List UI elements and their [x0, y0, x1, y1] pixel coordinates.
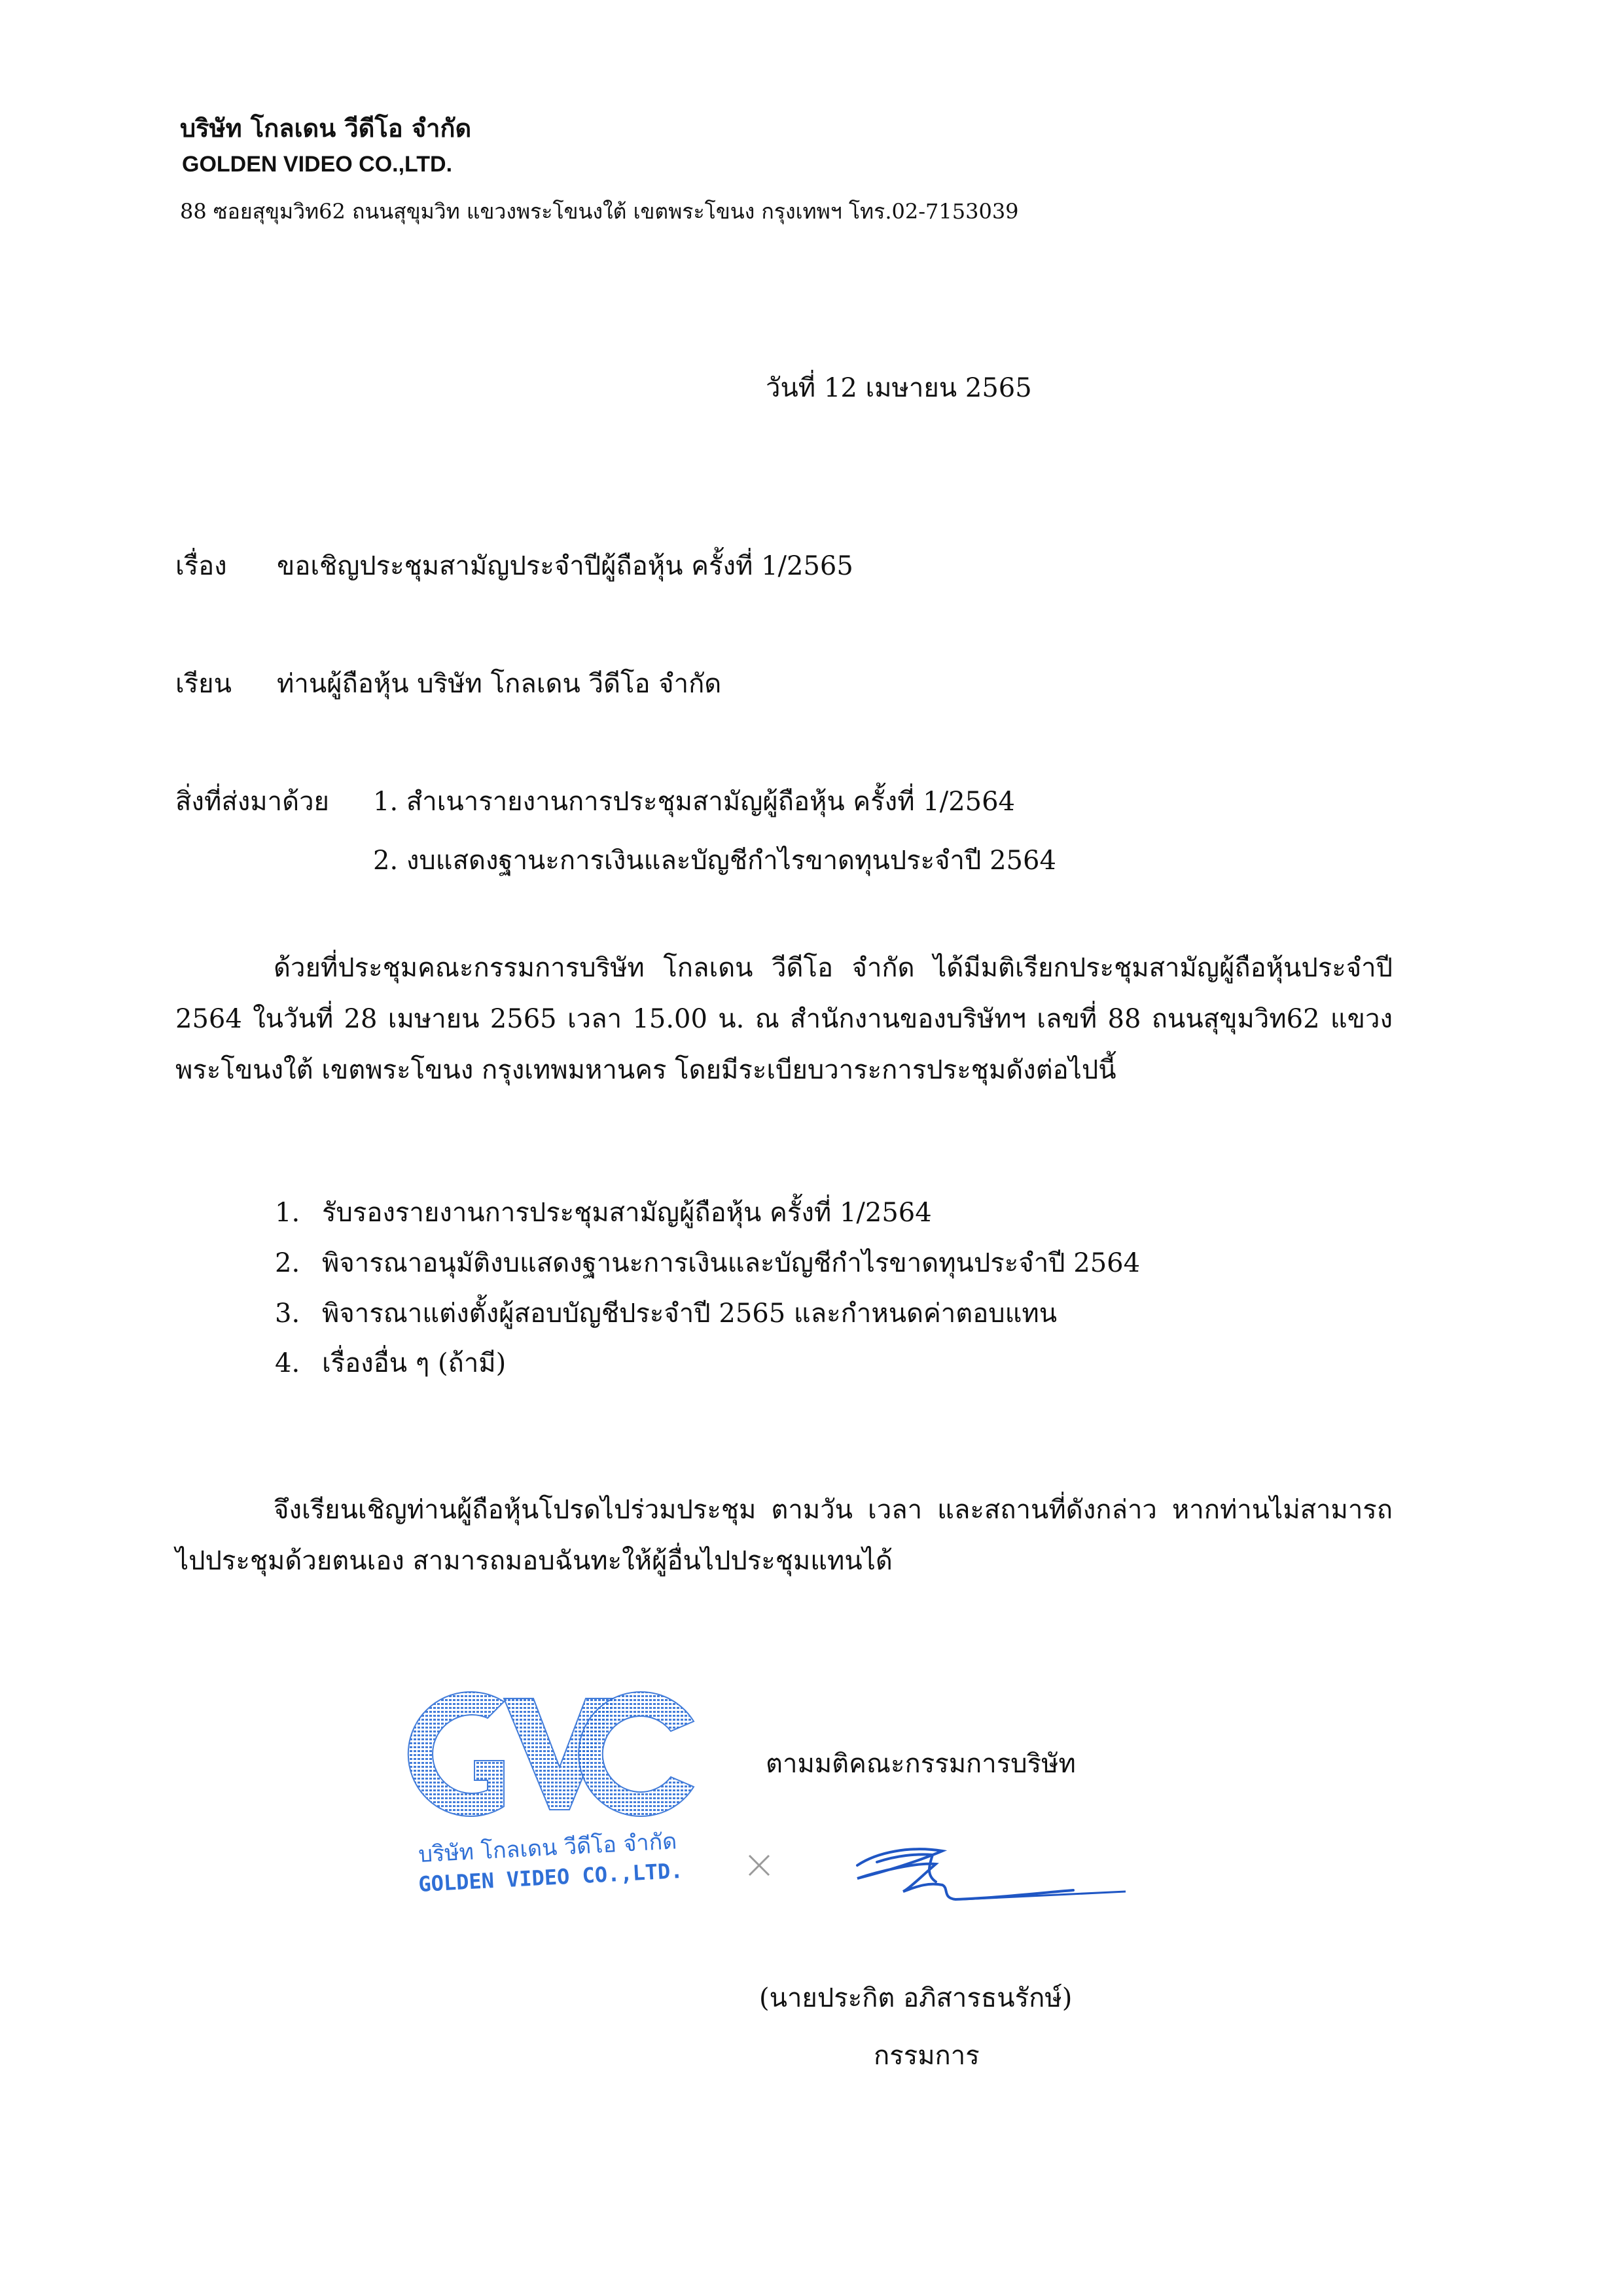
agenda-item-text: พิจารณาอนุมัติงบแสดงฐานะการเงินและบัญชีกำไรขาดทุนประจำปี 2564 [322, 1247, 1141, 1278]
letter-date: วันที่ 12 เมษายน 2565 [766, 373, 1032, 403]
company-name-english: GOLDEN VIDEO CO.,LTD. [182, 152, 453, 177]
recipient-line [175, 662, 721, 704]
enclosure-item: 2. งบแสดงฐานะการเงินและบัญชีกำไรขาดทุนประจำปี 2564 [373, 846, 1056, 876]
agenda-item [275, 1188, 1140, 1238]
subject-text: ขอเชิญประชุมสามัญประจำปีผู้ถือหุ้น ครั้งที่ 1/2565 [277, 551, 853, 581]
gvc-logo-stamp [406, 1656, 713, 1905]
company-address: 88 ซอยสุขุมวิท62 ถนนสุขุมวิท แขวงพระโขนงใต้ เขตพระโขนง กรุงเทพฯ โทร.02-7153039 [180, 199, 1019, 224]
body-paragraph-2-text: จึงเรียนเชิญท่านผู้ถือหุ้นโปรดไปร่วมประชุม ตามวัน เวลา และสถานที่ดังกล่าว หากท่านไม่สามารถไปประชุมด้วยตนเอง สามารถมอบฉันทะให้ผู้อื่นไปประชุมแทนได้ [175, 1495, 1393, 1576]
body-paragraph-2 [175, 1484, 1393, 1587]
agenda-item-number: 4. [275, 1348, 300, 1379]
agenda-item-number: 1. [275, 1198, 300, 1228]
agenda-item [275, 1338, 1140, 1389]
company-stamp [406, 1656, 713, 1905]
body-paragraph-1-text: ด้วยที่ประชุมคณะกรรมการบริษัท โกลเดน วีดีโอ จำกัด ได้มีมติเรียกประชุมสามัญผู้ถือหุ้นประจำปี 2564 ในวันที่ 28 เมษายน 2565 เวลา 15.00 น. ณ สำนักงานของบริษัทฯ เลขที่ 88 ถนนสุขุมวิท62 แขวงพระโขนงใต้ เขตพระโขนง กรุงเทพมหานคร โดยมีระเบียบวาระการประชุมดังต่อไปนี้ [175, 953, 1393, 1085]
agenda-item-text: พิจารณาแต่งตั้งผู้สอบบัญชีประจำปี 2565 และกำหนดค่าตอบแทน [322, 1298, 1058, 1329]
agenda-item [275, 1289, 1140, 1339]
agenda-item-number: 2. [275, 1247, 300, 1278]
agenda-item-number: 3. [275, 1298, 300, 1329]
body-paragraph-1 [175, 942, 1393, 1096]
handwritten-signature [746, 1826, 1152, 1918]
agenda-item-text: รับรองรายงานการประชุมสามัญผู้ถือหุ้น ครั้งที่ 1/2564 [322, 1198, 932, 1228]
subject-line [175, 545, 853, 586]
company-name-thai: บริษัท โกลเดน วีดีโอ จำกัด [180, 113, 472, 143]
agenda-item-text: เรื่องอื่น ๆ (ถ้ามี) [322, 1348, 507, 1379]
signatory-name: (นายประกิต อภิสารธนรักษ์) [759, 1983, 1073, 2013]
agenda-list [275, 1188, 1140, 1389]
signatory-title: กรรมการ [874, 2041, 980, 2071]
recipient-text: ท่านผู้ถือหุ้น บริษัท โกลเดน วีดีโอ จำกัด [277, 669, 722, 699]
agenda-item [275, 1238, 1140, 1289]
resolution-text: ตามมติคณะกรรมการบริษัท [766, 1749, 1076, 1779]
stamp-text-english: GOLDEN VIDEO CO.,LTD. [418, 1857, 684, 1897]
subject-label: เรื่อง [175, 551, 227, 581]
enclosure-item: 1. สำเนารายงานการประชุมสามัญผู้ถือหุ้น ครั้งที่ 1/2564 [373, 787, 1015, 817]
stamp-text-thai: บริษัท โกลเดน วีดีโอ จำกัด [418, 1828, 678, 1868]
signature-mark [746, 1826, 1152, 1918]
enclosures-label: สิ่งที่ส่งมาด้วย [175, 787, 329, 817]
recipient-label: เรียน [175, 669, 232, 699]
